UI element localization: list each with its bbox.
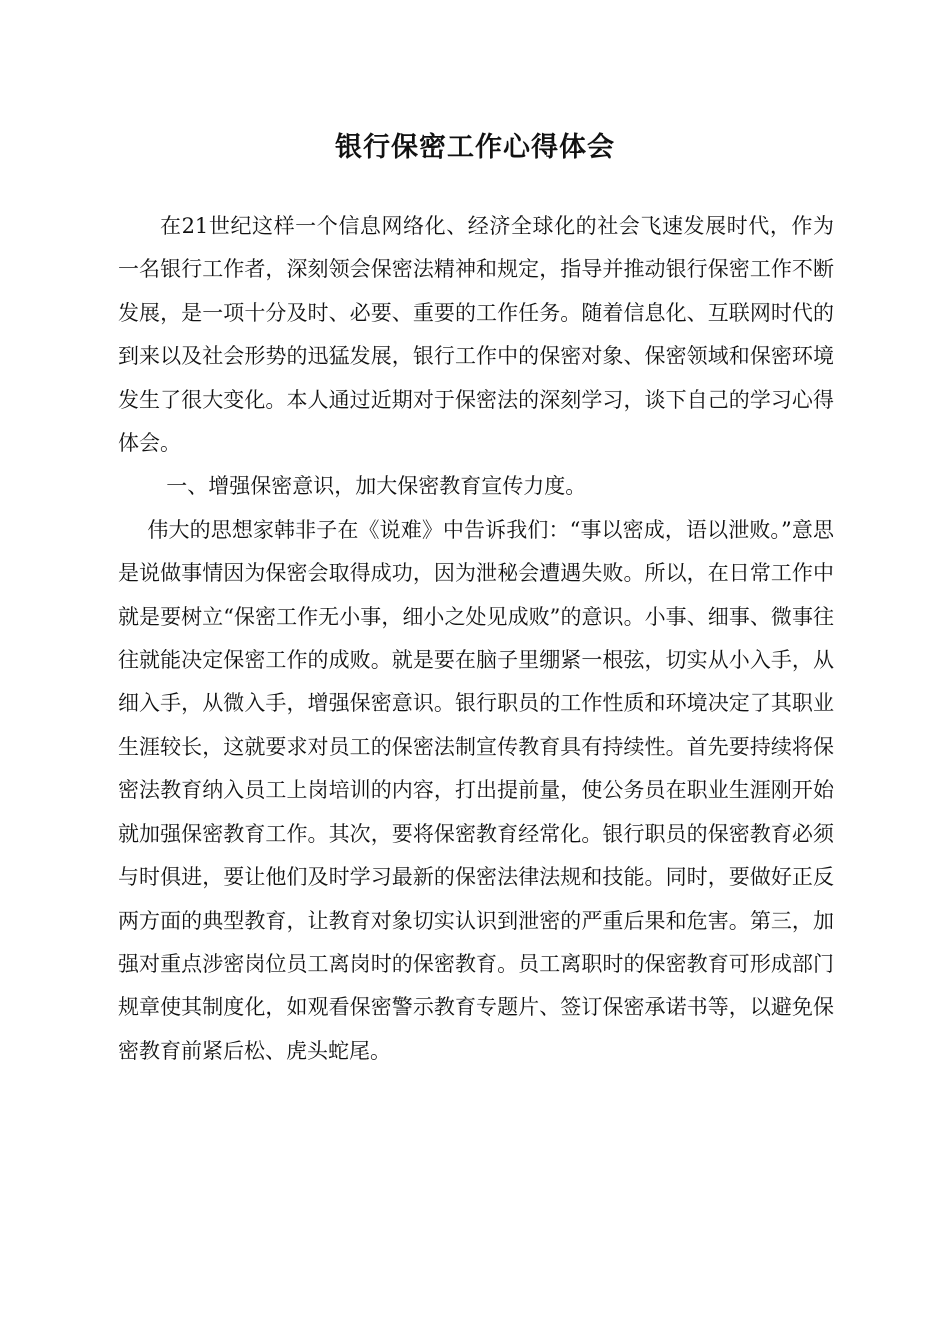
body-paragraph: 伟大的思想家韩非子在《说难》中告诉我们：“事以密成，语以泄败。”意思是说做事情因为保密会取得成功，因为泄秘会遭遇失败。所以，在日常工作中就是要树立“保密工作无小事，细小之处见成败”的意识。小事、细事、微事往往就能决定保密工作的成败。就是要在脑子里绷紧一根弦，切实从小入手，从细入手，从微入手，增强保密意识。银行职员的工作性质和环境决定了其职业生涯较长，这就要求对员工的保密法制宣传教育具有持续性。首先要持续将保密法教育纳入员工上岗培训的内容，打出提前量，使公务员在职业生涯刚开始就加强保密教育工作。其次，要将保密教育经常化。银行职员的保密教育必须与时俱进，要让他们及时学习最新的保密法律法规和技能。同时，要做好正反两方面的典型教育，让教育对象切实认识到泄密的严重后果和危害。第三，加强对重点涉密岗位员工离岗时的保密教育。员工离职时的保密教育可形成部门规章使其制度化，如观看保密警示教育专题片、签订保密承诺书等，以避免保密教育前紧后松、虎头蛇尾。 — [118, 517, 834, 1063]
section-heading: 一、增强保密意识，加大保密教育宣传力度。 — [166, 474, 587, 499]
document-body — [118, 205, 834, 1073]
intro-paragraph: 在21世纪这样一个信息网络化、经济全球化的社会飞速发展时代，作为一名银行工作者，深刻领会保密法精神和规定，指导并推动银行保密工作不断发展，是一项十分及时、必要、重要的工作任务。随着信息化、互联网时代的到来以及社会形势的迅猛发展，银行工作中的保密对象、保密领域和保密环境发生了很大变化。本人通过近期对于保密法的深刻学习，谈下自己的学习心得体会。 — [118, 214, 834, 456]
document-title: 银行保密工作心得体会 — [335, 132, 615, 163]
